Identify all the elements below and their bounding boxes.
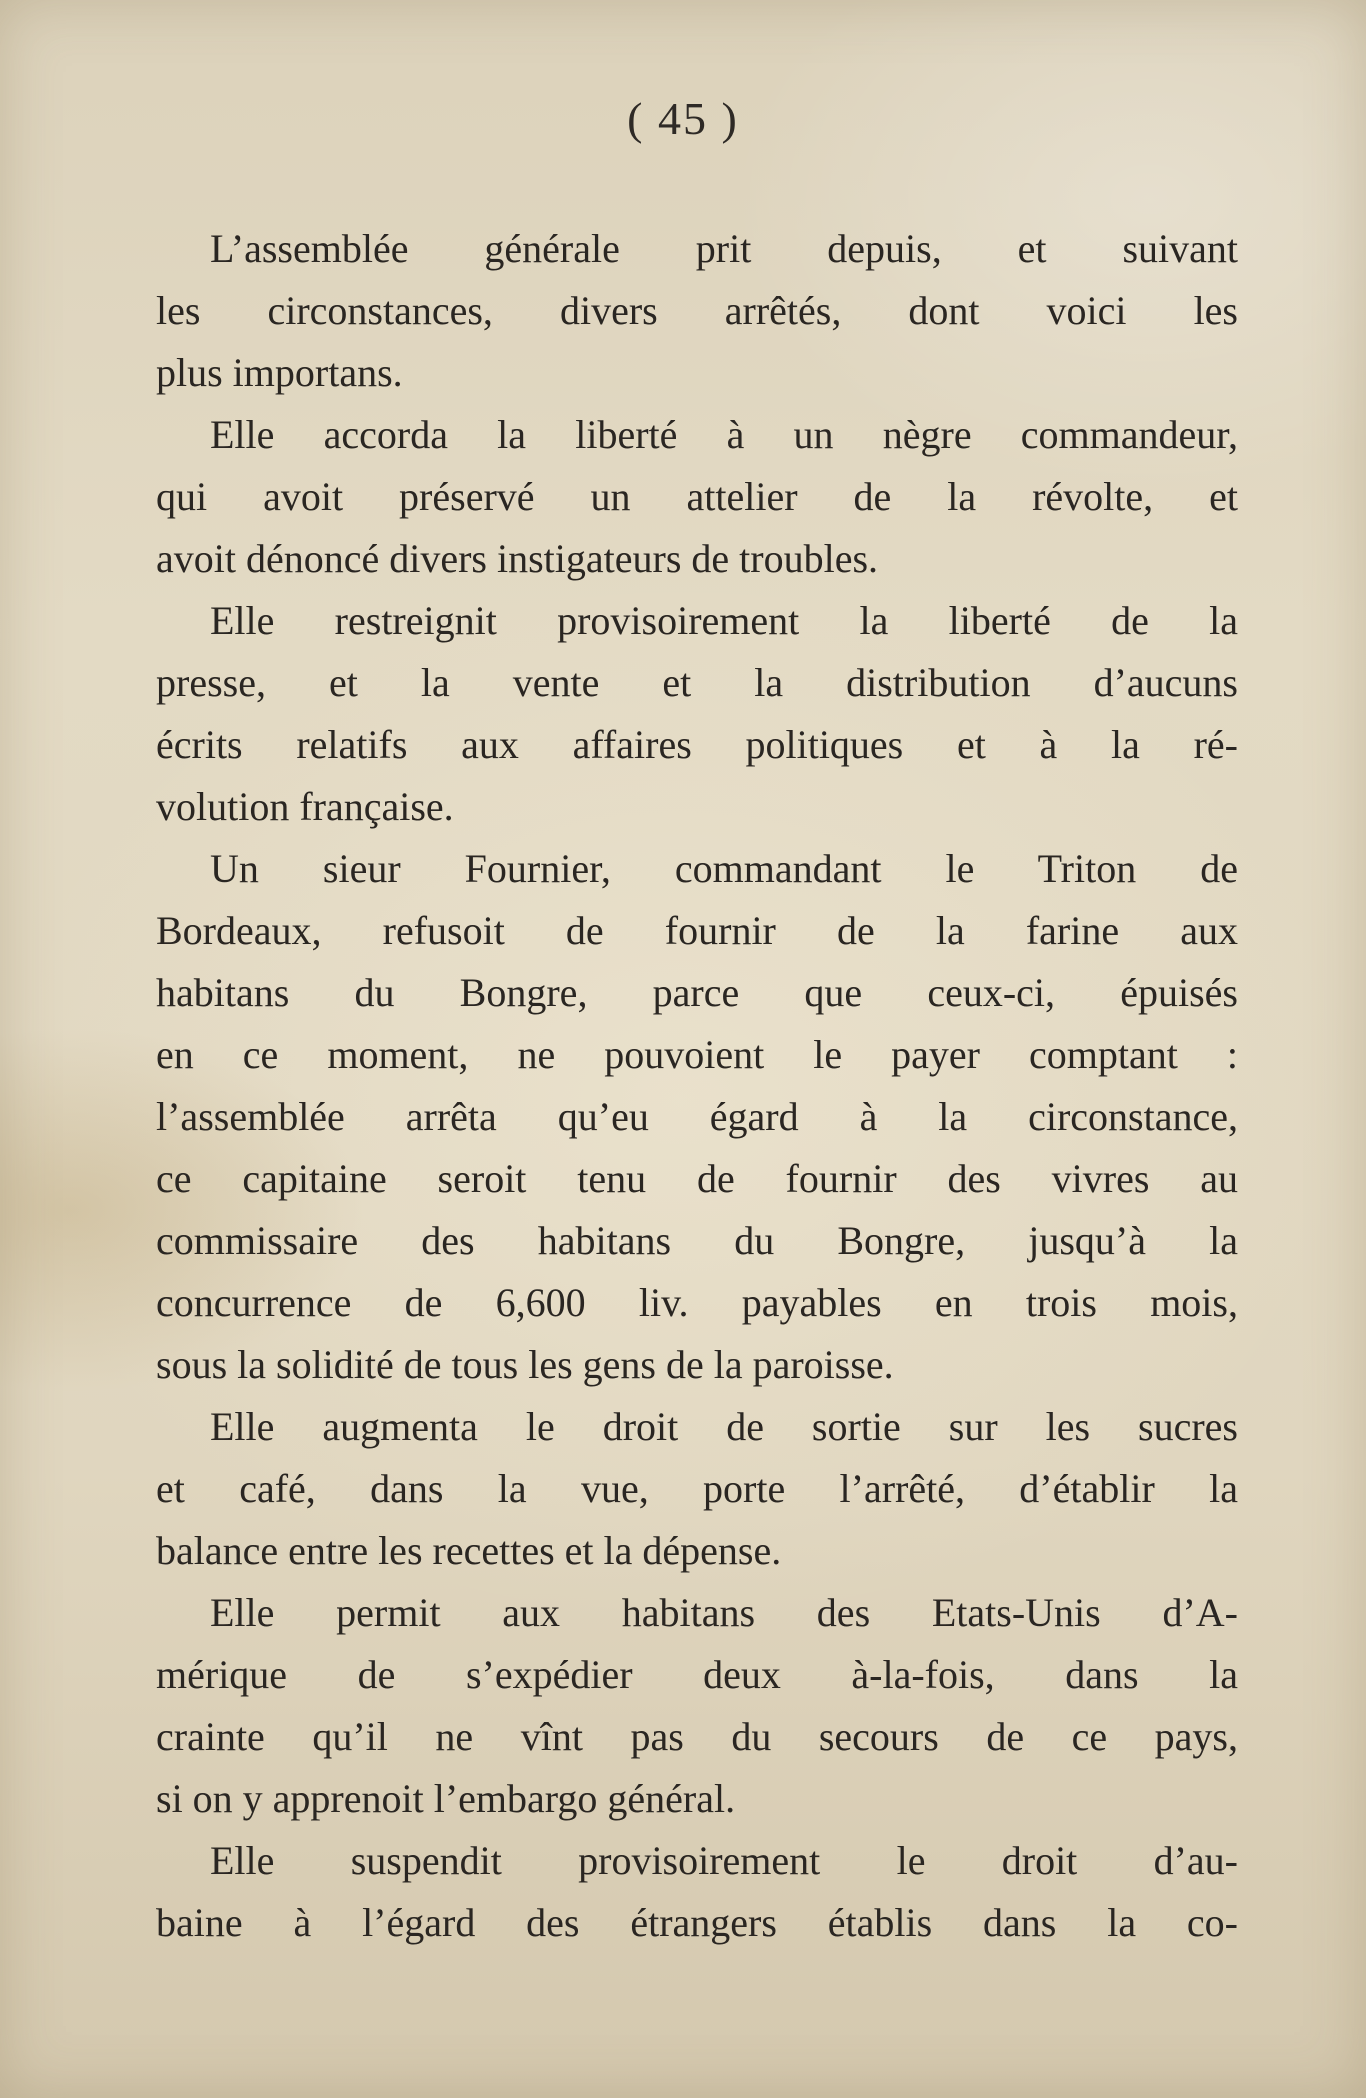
text-line: commissaire des habitans du Bongre, jusqu’à la bbox=[156, 1218, 1238, 1263]
text-line: qui avoit préservé un attelier de la révolte, et bbox=[156, 474, 1238, 519]
text-line: concurrence de 6,600 liv. payables en trois mois, bbox=[156, 1280, 1238, 1325]
text-line: volution française. bbox=[156, 784, 454, 829]
text-line: presse, et la vente et la distribution d’aucuns bbox=[156, 660, 1238, 705]
text-line: habitans du Bongre, parce que ceux-ci, épuisés bbox=[156, 970, 1238, 1015]
text-line: sous la solidité de tous les gens de la paroisse. bbox=[156, 1342, 894, 1387]
text-line: Elle permit aux habitans des Etats-Unis d’A- bbox=[210, 1590, 1238, 1635]
text-line: en ce moment, ne pouvoient le payer comptant : bbox=[156, 1032, 1238, 1077]
text-line: crainte qu’il ne vînt pas du secours de ce pays, bbox=[156, 1714, 1238, 1759]
page-number: ( 45 ) bbox=[627, 93, 739, 144]
text-line: mérique de s’expédier deux à-la-fois, dans la bbox=[156, 1652, 1238, 1697]
body-text bbox=[156, 218, 1238, 1954]
text-line: ce capitaine seroit tenu de fournir des vivres au bbox=[156, 1156, 1238, 1201]
text-line: si on y apprenoit l’embargo général. bbox=[156, 1776, 736, 1821]
text-line: baine à l’égard des étrangers établis dans la co- bbox=[156, 1900, 1238, 1945]
text-line: les circonstances, divers arrêtés, dont voici les bbox=[156, 288, 1238, 333]
text-line: plus importans. bbox=[156, 350, 403, 395]
text-line: balance entre les recettes et la dépense. bbox=[156, 1528, 782, 1573]
text-line: Bordeaux, refusoit de fournir de la farine aux bbox=[156, 908, 1238, 953]
text-line: avoit dénoncé divers instigateurs de troubles. bbox=[156, 536, 879, 581]
text-line: Elle restreignit provisoirement la liberté de la bbox=[210, 598, 1238, 643]
text-line: écrits relatifs aux affaires politiques et à la ré- bbox=[156, 722, 1238, 767]
text-line: Un sieur Fournier, commandant le Triton de bbox=[210, 846, 1238, 891]
text-line: Elle augmenta le droit de sortie sur les sucres bbox=[210, 1404, 1238, 1449]
text-line: l’assemblée arrêta qu’eu égard à la circonstance, bbox=[156, 1094, 1238, 1139]
text-line: Elle accorda la liberté à un nègre commandeur, bbox=[210, 412, 1238, 457]
text-line: Elle suspendit provisoirement le droit d’au- bbox=[210, 1838, 1238, 1883]
text-line: L’assemblée générale prit depuis, et suivant bbox=[210, 226, 1238, 271]
text-line: et café, dans la vue, porte l’arrêté, d’établir la bbox=[156, 1466, 1238, 1511]
